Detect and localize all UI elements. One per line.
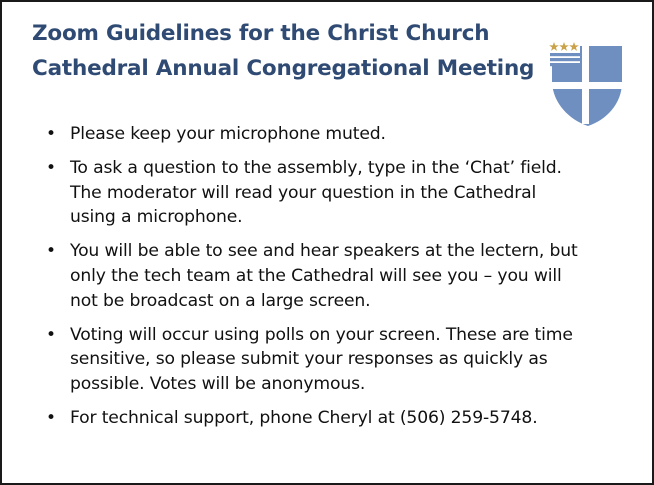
list-item	[46, 122, 636, 147]
list-item-text: only the tech team at the Cathedral will see you – you will	[70, 265, 562, 286]
title-line-2: Cathedral Annual Congregational Meeting	[32, 56, 535, 81]
list-item-text: To ask a question to the assembly, type in the ‘Chat’ field.	[70, 157, 562, 178]
list-item-text: not be broadcast on a large screen.	[70, 290, 371, 311]
title-line-1: Zoom Guidelines for the Christ Church	[32, 21, 490, 46]
bullet-icon: •	[46, 241, 56, 262]
list-item-text: The moderator will read your question in the Cathedral	[70, 182, 537, 203]
list-item-text: For technical support, phone Cheryl at (506) 259-5748.	[70, 407, 538, 428]
page-title	[32, 16, 535, 86]
list-item-text: sensitive, so please submit your responses as quickly as	[70, 349, 548, 370]
list-item-text: You will be able to see and hear speakers at the lectern, but	[70, 241, 578, 262]
cathedral-shield-logo-icon	[548, 38, 624, 128]
list-item-text: possible. Votes will be anonymous.	[70, 374, 366, 395]
stripe-1	[550, 53, 580, 56]
list-item	[46, 323, 636, 397]
list-item-text: using a microphone.	[70, 207, 243, 228]
guidelines-list	[46, 122, 636, 440]
bullet-icon: •	[46, 407, 56, 428]
cross-horizontal-bar	[552, 82, 622, 89]
stripe-2	[550, 58, 580, 61]
list-item	[46, 156, 636, 230]
list-item-text: Voting will occur using polls on your screen. These are time	[70, 324, 573, 345]
bullet-icon: •	[46, 124, 56, 144]
list-item	[46, 239, 636, 313]
bullet-icon: •	[46, 157, 56, 178]
bullet-icon: •	[46, 324, 56, 345]
list-item	[46, 406, 636, 431]
list-item-text: Please keep your microphone muted.	[70, 124, 386, 144]
stripe-3	[550, 63, 580, 66]
